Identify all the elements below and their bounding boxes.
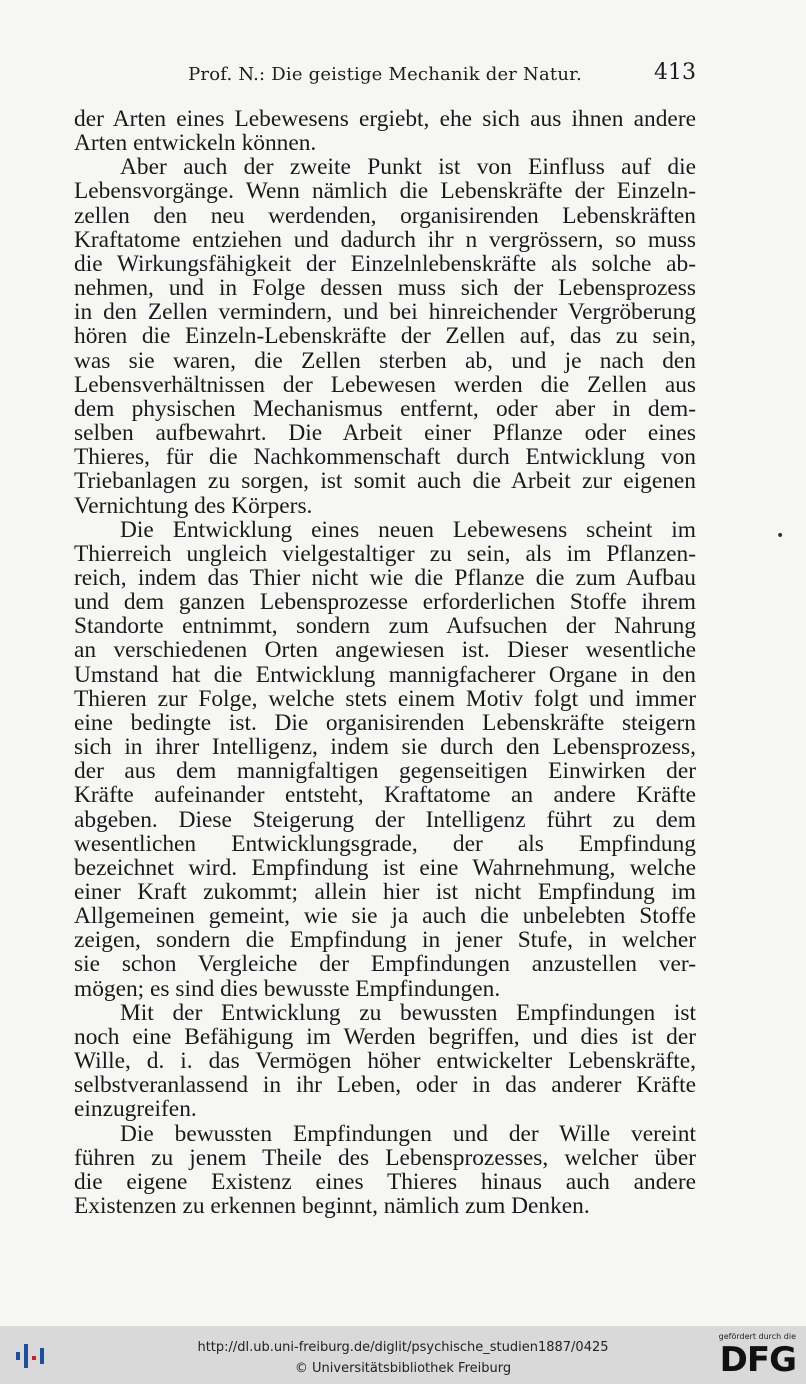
body-text <box>74 107 696 1218</box>
text-line: Mit der Entwicklung zu bewussten Empfindungen ist <box>120 999 696 1026</box>
text-line: zeigen, sondern die Empfindung in jener Stufe, in welcher <box>74 927 696 954</box>
dfg-caption: gefördert durch die <box>718 1332 796 1341</box>
text-line: hören die Einzeln-Lebenskräfte der Zellen auf, das zu sein, <box>74 323 696 350</box>
text-line: in den Zellen vermindern, und bei hinreichender Vergröberung <box>74 299 696 326</box>
text-line: Die Entwicklung eines neuen Lebewesens scheint im <box>120 516 696 543</box>
text-line: Thieres, für die Nachkommenschaft durch Entwicklung von <box>74 444 696 471</box>
text-line: Vernichtung des Körpers. <box>74 492 313 519</box>
source-url-link[interactable]: http://dl.ub.uni-freiburg.de/diglit/psychische_studien1887/0425 <box>197 1340 609 1355</box>
text-line: der Arten eines Lebewesens ergiebt, ehe sich aus ihnen andere <box>74 106 696 132</box>
text-line: Lebensverhältnissen der Lebewesen werden die Zellen aus <box>74 371 696 398</box>
page-number: 413 <box>654 60 696 85</box>
text-line: bezeichnet wird. Empfindung ist eine Wahrnehmung, welche <box>74 854 696 881</box>
paragraph <box>74 155 696 517</box>
text-line: Kraftatome entziehen und dadurch ihr n vergrössern, so muss <box>74 226 696 253</box>
footer-bar <box>0 1326 806 1384</box>
text-line: was sie waren, die Zellen sterben ab, und je nach den <box>74 347 696 374</box>
dfg-logo: DFG <box>719 1340 796 1380</box>
text-line: dem physischen Mechanismus entfernt, oder aber in dem- <box>74 395 696 422</box>
text-line: die eigene Existenz eines Thieres hinaus auch andere <box>74 1168 696 1195</box>
text-line: Umstand hat die Entwicklung mannigfacherer Organe in den <box>74 661 696 688</box>
text-line: selben aufbewahrt. Die Arbeit einer Pflanze oder eines <box>74 420 696 447</box>
text-line: Existenzen zu erkennen beginnt, nämlich zum Denken. <box>74 1193 590 1220</box>
text-line: einer Kraft zukommt; allein hier ist nicht Empfindung im <box>74 879 696 905</box>
text-line: Thieren zur Folge, welche stets einem Motiv folgt und immer <box>74 685 696 712</box>
text-line: abgeben. Diese Steigerung der Intelligenz führt zu dem <box>74 806 696 833</box>
text-line: einzugreifen. <box>74 1096 197 1123</box>
text-line: sie schon Vergleiche der Empfindungen anzustellen ver- <box>74 951 696 978</box>
page-header <box>74 60 696 94</box>
text-line: Triebanlagen zu sorgen, ist somit auch die Arbeit zur eigenen <box>74 468 696 495</box>
running-head: Prof. N.: Die geistige Mechanik der Natur. <box>188 64 582 85</box>
paragraph <box>74 518 696 1001</box>
text-line: führen zu jenem Theile des Lebensprozesses, welcher über <box>74 1144 696 1171</box>
text-line: Allgemeinen gemeint, wie sie ja auch die unbelebten Stoffe <box>74 903 696 930</box>
text-line: wesentlichen Entwicklungsgrade, der als Empfindung <box>74 830 696 857</box>
text-line: an verschiedenen Orten angewiesen ist. Dieser wesentliche <box>74 637 696 664</box>
margin-mark: • <box>776 528 785 544</box>
copyright-notice: © Universitätsbibliothek Freiburg <box>294 1361 512 1376</box>
text-line: Thierreich ungleich vielgestaltiger zu sein, als im Pflanzen- <box>74 540 696 567</box>
text-line: eine bedingte ist. Die organisirenden Lebenskräfte steigern <box>74 709 696 736</box>
text-line: selbstveranlassend in ihr Leben, oder in das anderer Kräfte <box>74 1072 696 1099</box>
text-line: Wille, d. i. das Vermögen höher entwickelter Lebenskräfte, <box>74 1048 696 1075</box>
text-line: Lebensvorgänge. Wenn nämlich die Lebenskräfte der Einzeln- <box>74 178 696 205</box>
text-line: Aber auch der zweite Punkt ist von Einfluss auf die <box>120 154 696 181</box>
text-line: noch eine Befähigung im Werden begriffen, und dies ist der <box>74 1023 696 1050</box>
paragraph <box>74 1122 696 1219</box>
text-line: Die bewussten Empfindungen und der Wille vereint <box>120 1120 696 1147</box>
text-line: mögen; es sind dies bewusste Empfindungen. <box>74 975 501 1002</box>
text-line: Standorte entnimmt, sondern zum Aufsuchen der Nahrung <box>74 613 696 640</box>
text-line: die Wirkungsfähigkeit der Einzelnlebenskräfte als solche ab- <box>74 250 696 277</box>
text-line: Arten entwickeln können. <box>74 130 317 157</box>
paragraph <box>74 107 696 155</box>
text-line: und dem ganzen Lebensprozesse erforderlichen Stoffe ihrem <box>74 589 696 616</box>
text-line: zellen den neu werdenden, organisirenden Lebenskräften <box>74 202 696 229</box>
text-line: reich, indem das Thier nicht wie die Pflanze die zum Aufbau <box>74 564 696 591</box>
text-line: nehmen, und in Folge dessen muss sich der Lebensprozess <box>74 275 696 302</box>
text-line: der aus dem mannigfaltigen gegenseitigen Einwirken der <box>74 758 696 785</box>
text-line: sich in ihrer Intelligenz, indem sie durch den Lebensprozess, <box>74 734 696 761</box>
text-line: Kräfte aufeinander entsteht, Kraftatome an andere Kräfte <box>74 782 696 809</box>
paragraph <box>74 1001 696 1122</box>
